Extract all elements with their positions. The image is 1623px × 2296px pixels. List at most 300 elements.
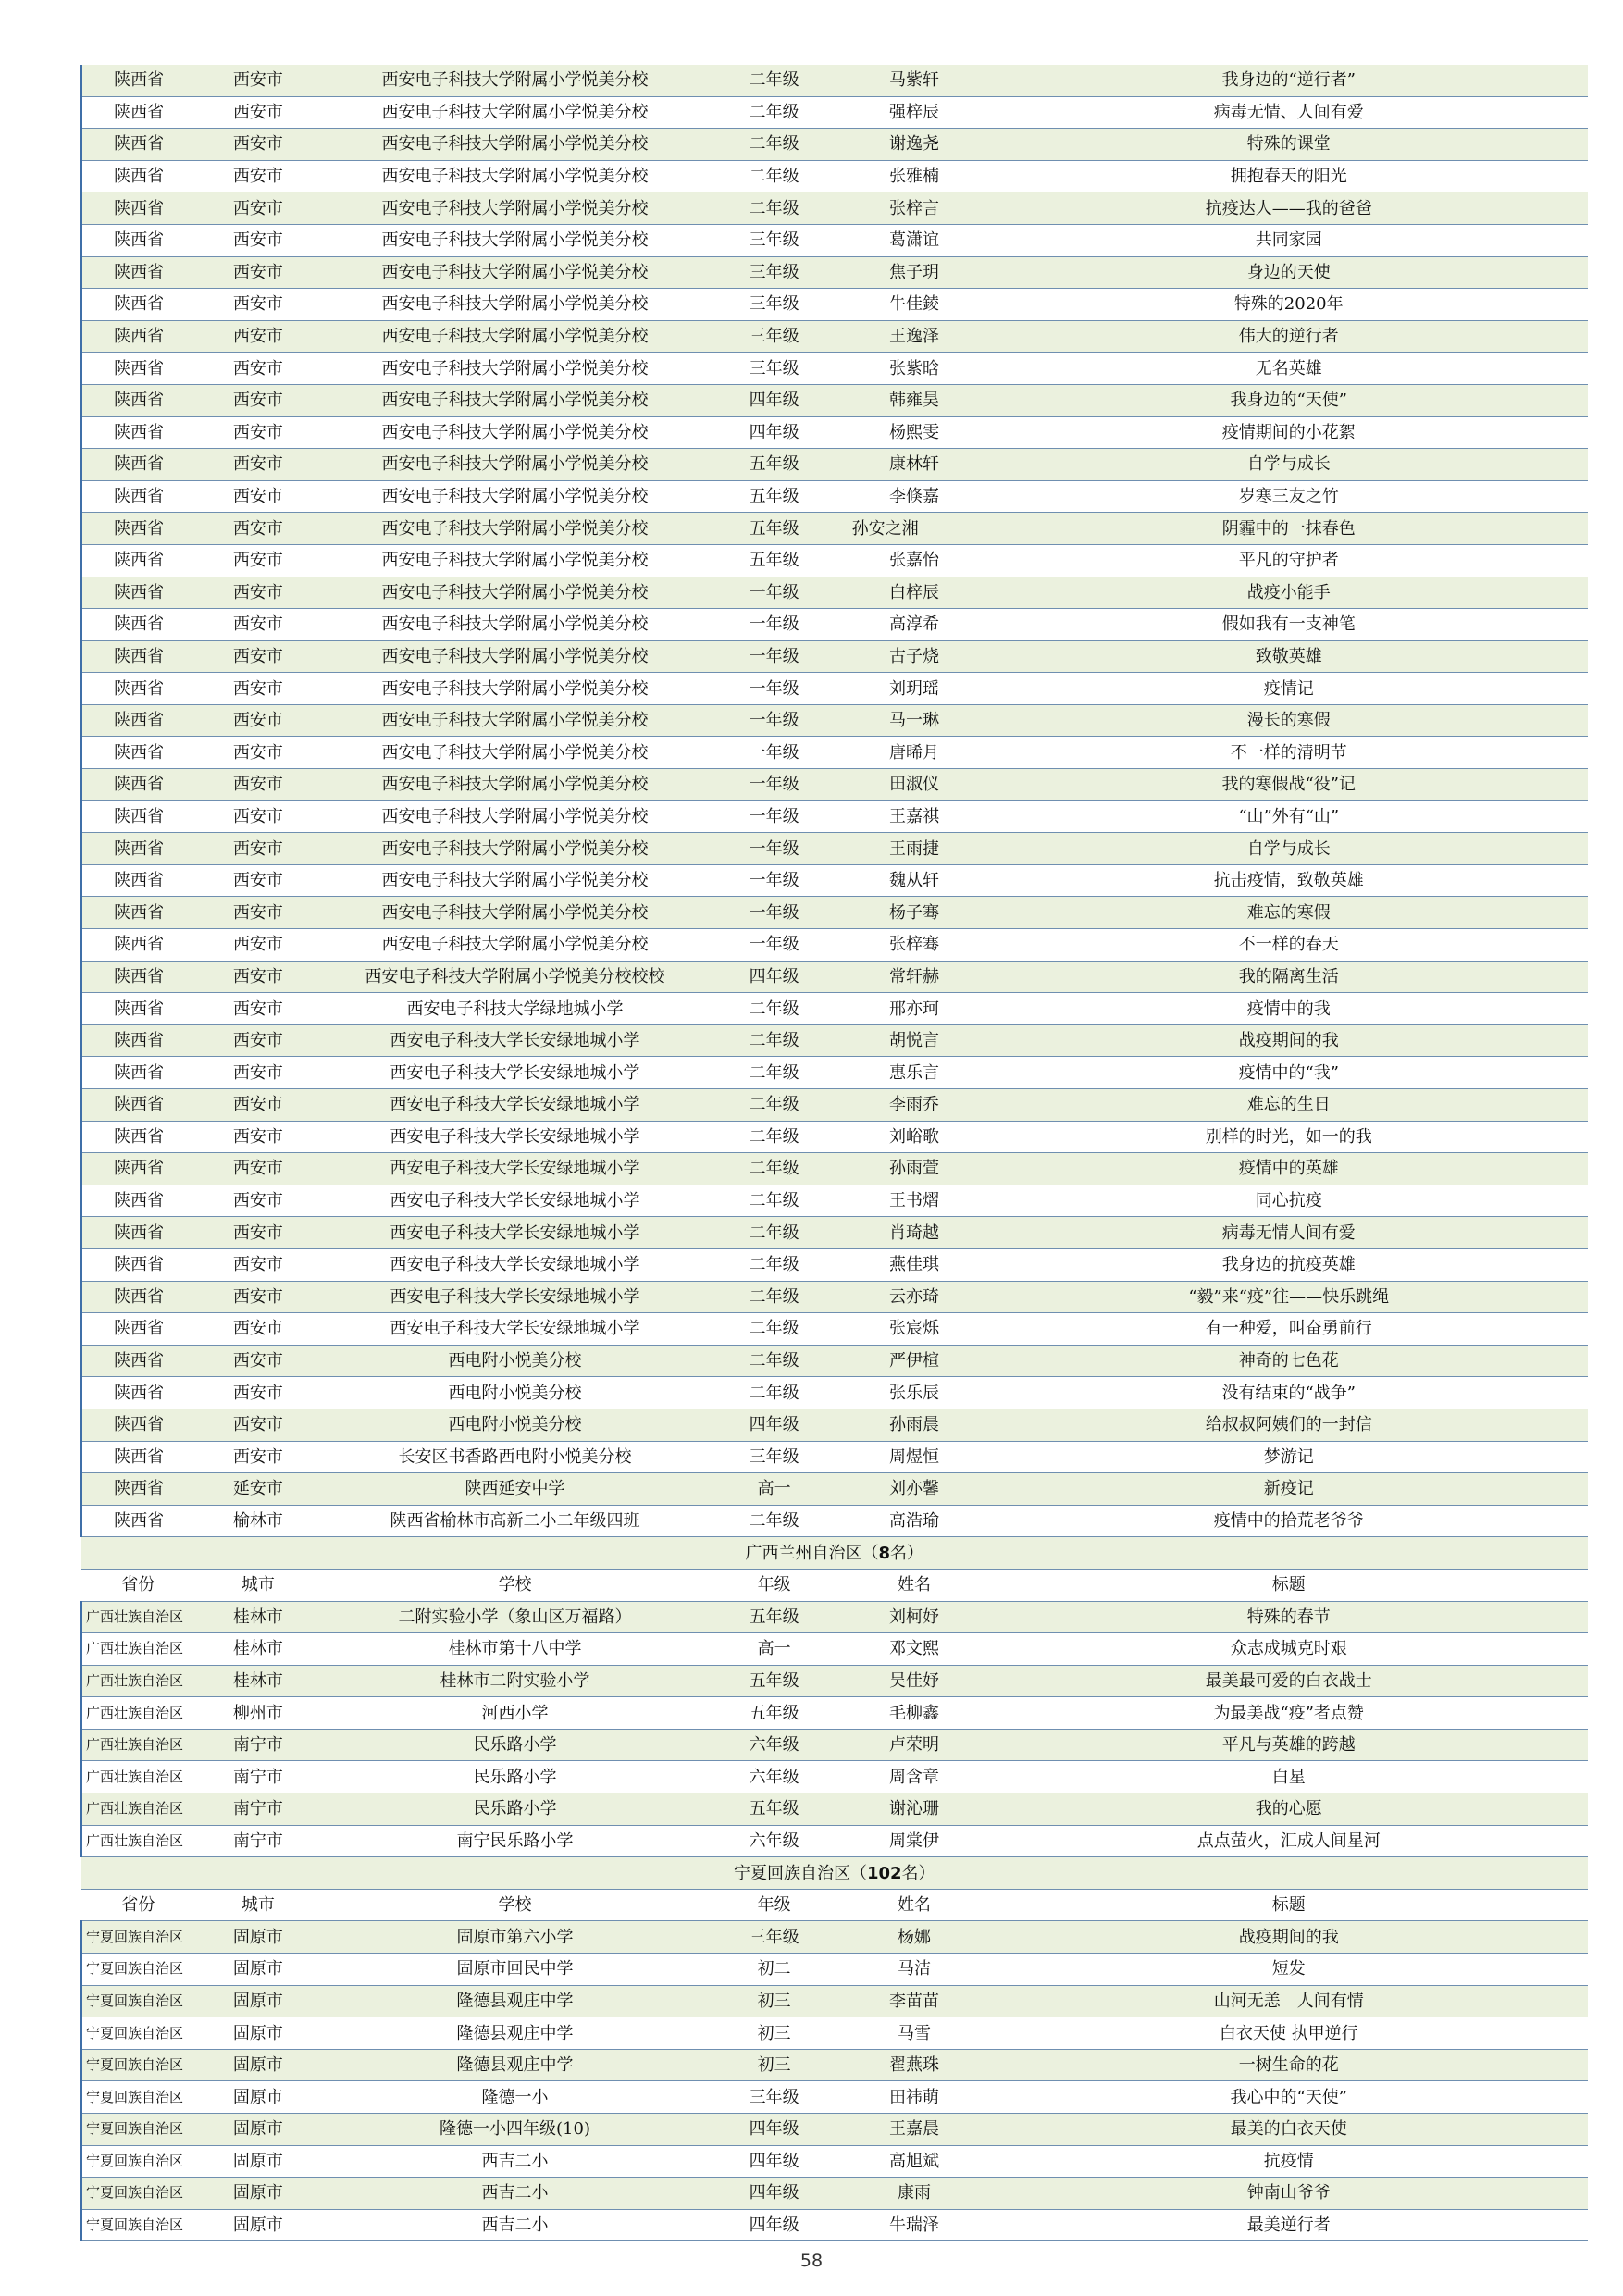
grade-cell: 四年级: [710, 961, 839, 993]
title-cell: 白星: [989, 1761, 1588, 1793]
title-cell: 战疫小能手: [989, 577, 1588, 609]
name-cell: 周棠伊: [839, 1825, 990, 1857]
title-cell: 拥抱春天的阳光: [989, 160, 1588, 192]
school-cell: 西安电子科技大学附属小学悦美分校: [320, 96, 709, 129]
grade-cell: 五年级: [710, 480, 839, 513]
table-row: [81, 737, 1589, 769]
grade-cell: 初三: [710, 2017, 839, 2050]
name-cell: 常轩赫: [839, 961, 990, 993]
school-cell: 西安电子科技大学附属小学悦美分校: [320, 833, 709, 865]
school-cell: 西安电子科技大学附属小学悦美分校: [320, 769, 709, 801]
grade-cell: 六年级: [710, 1729, 839, 1761]
name-cell: 马洁: [839, 1954, 990, 1986]
school-cell: 西安电子科技大学附属小学悦美分校: [320, 353, 709, 385]
table-row: [81, 2017, 1589, 2050]
province-cell: 陕西省: [81, 609, 196, 641]
school-cell: 民乐路小学: [320, 1761, 709, 1793]
province-cell: 陕西省: [81, 897, 196, 929]
name-cell: 唐晞月: [839, 737, 990, 769]
grade-cell: 二年级: [710, 1313, 839, 1346]
grade-cell: 三年级: [710, 1921, 839, 1954]
province-cell: 陕西省: [81, 1505, 196, 1537]
column-header-name: 姓名: [839, 1569, 990, 1601]
title-cell: 特殊的课堂: [989, 129, 1588, 161]
province-cell: 宁夏回族自治区: [81, 2178, 196, 2210]
province-cell: 宁夏回族自治区: [81, 1921, 196, 1954]
city-cell: 西安市: [195, 384, 320, 416]
title-cell: 抗击疫情，致敬英雄: [989, 864, 1588, 897]
grade-cell: 一年级: [710, 640, 839, 673]
school-cell: 西安电子科技大学附属小学悦美分校: [320, 160, 709, 192]
city-cell: 榆林市: [195, 1505, 320, 1537]
grade-cell: 三年级: [710, 289, 839, 321]
table-row: [81, 993, 1589, 1025]
table-row: [81, 513, 1589, 545]
province-cell: 陕西省: [81, 1281, 196, 1313]
province-cell: 陕西省: [81, 160, 196, 192]
name-cell: 高浩瑜: [839, 1505, 990, 1537]
grade-cell: 二年级: [710, 1345, 839, 1377]
city-cell: 西安市: [195, 993, 320, 1025]
title-cell: 别样的时光，如一的我: [989, 1121, 1588, 1153]
column-header-city: 城市: [195, 1569, 320, 1601]
grade-cell: 四年级: [710, 2178, 839, 2210]
city-cell: 西安市: [195, 224, 320, 256]
name-cell: 张嘉怡: [839, 544, 990, 577]
province-cell: 宁夏回族自治区: [81, 2114, 196, 2146]
city-cell: 西安市: [195, 577, 320, 609]
title-cell: 有一种爱，叫奋勇前行: [989, 1313, 1588, 1346]
province-cell: 陕西省: [81, 993, 196, 1025]
school-cell: 西安电子科技大学附属小学悦美分校: [320, 897, 709, 929]
name-cell: 高淳希: [839, 609, 990, 641]
name-cell: 刘峪歌: [839, 1121, 990, 1153]
column-header-name: 姓名: [839, 1889, 990, 1921]
school-cell: 西安电子科技大学附属小学悦美分校: [320, 737, 709, 769]
city-cell: 西安市: [195, 609, 320, 641]
grade-cell: 一年级: [710, 769, 839, 801]
table-row: [81, 256, 1589, 289]
province-cell: 陕西省: [81, 96, 196, 129]
title-cell: “毅”来“疫”往——快乐跳绳: [989, 1281, 1588, 1313]
table-row: [81, 2049, 1589, 2081]
school-cell: 西安电子科技大学附属小学悦美分校: [320, 577, 709, 609]
province-cell: 陕西省: [81, 1185, 196, 1217]
city-cell: 西安市: [195, 1089, 320, 1122]
city-cell: 延安市: [195, 1473, 320, 1506]
name-cell: 胡悦言: [839, 1024, 990, 1057]
province-cell: 陕西省: [81, 673, 196, 705]
title-cell: 特殊的春节: [989, 1601, 1588, 1633]
school-cell: 西安电子科技大学附属小学悦美分校: [320, 289, 709, 321]
table-row: [81, 704, 1589, 737]
city-cell: 南宁市: [195, 1761, 320, 1793]
table-row: [81, 897, 1589, 929]
table-row: [81, 1024, 1589, 1057]
name-cell: 马雪: [839, 2017, 990, 2050]
name-cell: 张雅楠: [839, 160, 990, 192]
city-cell: 固原市: [195, 1921, 320, 1954]
title-cell: 为最美战“疫”者点赞: [989, 1697, 1588, 1730]
name-cell: 田淑仪: [839, 769, 990, 801]
school-cell: 固原市第六小学: [320, 1921, 709, 1954]
title-cell: 阴霾中的一抹春色: [989, 513, 1588, 545]
name-cell: 李雨乔: [839, 1089, 990, 1122]
city-cell: 西安市: [195, 1313, 320, 1346]
column-header-province: 省份: [81, 1569, 196, 1601]
grade-cell: 一年级: [710, 800, 839, 833]
name-cell: 韩雍昊: [839, 384, 990, 416]
table-row: [81, 2145, 1589, 2178]
table-row: [81, 1954, 1589, 1986]
title-cell: 自学与成长: [989, 449, 1588, 481]
title-cell: 不一样的春天: [989, 929, 1588, 962]
section-count: 8: [878, 1543, 891, 1563]
table-row: [81, 1601, 1589, 1633]
name-cell: 燕佳琪: [839, 1248, 990, 1281]
title-cell: 梦游记: [989, 1441, 1588, 1473]
title-cell: 抗疫达人——我的爸爸: [989, 192, 1588, 225]
city-cell: 柳州市: [195, 1697, 320, 1730]
city-cell: 桂林市: [195, 1601, 320, 1633]
title-cell: 同心抗疫: [989, 1185, 1588, 1217]
name-cell: 王逸泽: [839, 320, 990, 353]
grade-cell: 一年级: [710, 609, 839, 641]
name-cell: 邢亦珂: [839, 993, 990, 1025]
table-row: [81, 769, 1589, 801]
city-cell: 西安市: [195, 833, 320, 865]
name-cell: 刘柯妤: [839, 1601, 990, 1633]
school-cell: 长安区书香路西电附小悦美分校: [320, 1441, 709, 1473]
school-cell: 西安电子科技大学附属小学悦美分校: [320, 416, 709, 449]
school-cell: 西安电子科技大学附属小学悦美分校: [320, 800, 709, 833]
table-row: [81, 577, 1589, 609]
grade-cell: 三年级: [710, 320, 839, 353]
title-cell: 平凡与英雄的跨越: [989, 1729, 1588, 1761]
title-cell: 战疫期间的我: [989, 1921, 1588, 1954]
title-cell: “山”外有“山”: [989, 800, 1588, 833]
column-header-grade: 年级: [710, 1569, 839, 1601]
grade-cell: 五年级: [710, 513, 839, 545]
grade-cell: 五年级: [710, 1601, 839, 1633]
table-row: [81, 2209, 1589, 2241]
city-cell: 固原市: [195, 2209, 320, 2241]
title-cell: 特殊的2020年: [989, 289, 1588, 321]
title-cell: 我的隔离生活: [989, 961, 1588, 993]
name-cell: 孙安之湘: [839, 513, 990, 545]
name-cell: 焦子玥: [839, 256, 990, 289]
province-cell: 陕西省: [81, 1345, 196, 1377]
title-cell: 最美的白衣天使: [989, 2114, 1588, 2146]
table-row: [81, 1153, 1589, 1185]
province-cell: 陕西省: [81, 192, 196, 225]
column-header-title: 标题: [989, 1889, 1588, 1921]
name-cell: 孙雨萱: [839, 1153, 990, 1185]
name-cell: 张宸烁: [839, 1313, 990, 1346]
name-cell: 高旭斌: [839, 2145, 990, 2178]
title-cell: 抗疫情: [989, 2145, 1588, 2178]
city-cell: 固原市: [195, 2178, 320, 2210]
city-cell: 西安市: [195, 1057, 320, 1089]
grade-cell: 四年级: [710, 384, 839, 416]
grade-cell: 二年级: [710, 1153, 839, 1185]
table-row: [81, 1185, 1589, 1217]
school-cell: 桂林市第十八中学: [320, 1633, 709, 1666]
school-cell: 西安电子科技大学附属小学悦美分校: [320, 544, 709, 577]
name-cell: 张梓言: [839, 192, 990, 225]
page-number: 58: [799, 2251, 824, 2271]
table-row: [81, 1409, 1589, 1441]
province-cell: 广西壮族自治区: [81, 1601, 196, 1633]
province-cell: 陕西省: [81, 1121, 196, 1153]
school-cell: 隆德一小四年级(10): [320, 2114, 709, 2146]
title-cell: 疫情中的拾荒老爷爷: [989, 1505, 1588, 1537]
school-cell: 西安电子科技大学长安绿地城小学: [320, 1313, 709, 1346]
award-list-table: [80, 65, 1588, 2241]
province-cell: 广西壮族自治区: [81, 1793, 196, 1826]
name-cell: 白梓辰: [839, 577, 990, 609]
grade-cell: 一年级: [710, 897, 839, 929]
city-cell: 西安市: [195, 129, 320, 161]
grade-cell: 二年级: [710, 1089, 839, 1122]
city-cell: 固原市: [195, 2049, 320, 2081]
province-cell: 宁夏回族自治区: [81, 1985, 196, 2017]
school-cell: 西安电子科技大学附属小学悦美分校: [320, 929, 709, 962]
school-cell: 陕西延安中学: [320, 1473, 709, 1506]
name-cell: 康林轩: [839, 449, 990, 481]
grade-cell: 五年级: [710, 1665, 839, 1697]
title-cell: 共同家园: [989, 224, 1588, 256]
school-cell: 西安电子科技大学附属小学悦美分校: [320, 673, 709, 705]
column-header-school: 学校: [320, 1569, 709, 1601]
table-row: [81, 96, 1589, 129]
table-row: [81, 1761, 1589, 1793]
grade-cell: 二年级: [710, 1217, 839, 1249]
province-cell: 陕西省: [81, 1089, 196, 1122]
title-cell: 我的寒假战“役”记: [989, 769, 1588, 801]
table-row: [81, 864, 1589, 897]
name-cell: 张乐辰: [839, 1377, 990, 1409]
province-cell: 陕西省: [81, 929, 196, 962]
city-cell: 桂林市: [195, 1633, 320, 1666]
province-cell: 宁夏回族自治区: [81, 2145, 196, 2178]
table-row: [81, 192, 1589, 225]
province-cell: 陕西省: [81, 704, 196, 737]
school-cell: 陕西省榆林市高新二小二年级四班: [320, 1505, 709, 1537]
grade-cell: 五年级: [710, 1793, 839, 1826]
province-cell: 陕西省: [81, 544, 196, 577]
name-cell: 王嘉祺: [839, 800, 990, 833]
grade-cell: 五年级: [710, 544, 839, 577]
city-cell: 西安市: [195, 929, 320, 962]
grade-cell: 二年级: [710, 1281, 839, 1313]
name-cell: 谢沁珊: [839, 1793, 990, 1826]
title-cell: 山河无恙 人间有情: [989, 1985, 1588, 2017]
grade-cell: 四年级: [710, 2114, 839, 2146]
name-cell: 杨熙雯: [839, 416, 990, 449]
province-cell: 陕西省: [81, 833, 196, 865]
school-cell: 西安电子科技大学长安绿地城小学: [320, 1248, 709, 1281]
grade-cell: 三年级: [710, 224, 839, 256]
title-cell: 新疫记: [989, 1473, 1588, 1506]
table-row: [81, 833, 1589, 865]
city-cell: 西安市: [195, 897, 320, 929]
school-cell: 西电附小悦美分校: [320, 1377, 709, 1409]
title-cell: 自学与成长: [989, 833, 1588, 865]
grade-cell: 初三: [710, 1985, 839, 2017]
title-cell: 假如我有一支神笔: [989, 609, 1588, 641]
city-cell: 固原市: [195, 1985, 320, 2017]
city-cell: 西安市: [195, 800, 320, 833]
table-row: [81, 1729, 1589, 1761]
school-cell: 西安电子科技大学附属小学悦美分校: [320, 224, 709, 256]
name-cell: 惠乐言: [839, 1057, 990, 1089]
grade-cell: 二年级: [710, 160, 839, 192]
title-cell: 我心中的“天使”: [989, 2081, 1588, 2114]
title-cell: 我身边的“天使”: [989, 384, 1588, 416]
city-cell: 固原市: [195, 2145, 320, 2178]
school-cell: 西吉二小: [320, 2209, 709, 2241]
name-cell: 王嘉晨: [839, 2114, 990, 2146]
grade-cell: 六年级: [710, 1825, 839, 1857]
title-cell: 白衣天使 执甲逆行: [989, 2017, 1588, 2050]
city-cell: 西安市: [195, 640, 320, 673]
name-cell: 康雨: [839, 2178, 990, 2210]
school-cell: 西安电子科技大学长安绿地城小学: [320, 1185, 709, 1217]
grade-cell: 四年级: [710, 2209, 839, 2241]
province-cell: 陕西省: [81, 353, 196, 385]
table-row: [81, 2178, 1589, 2210]
table-row: [81, 1505, 1589, 1537]
city-cell: 固原市: [195, 2114, 320, 2146]
city-cell: 西安市: [195, 320, 320, 353]
grade-cell: 四年级: [710, 2145, 839, 2178]
grade-cell: 三年级: [710, 1441, 839, 1473]
city-cell: 西安市: [195, 1441, 320, 1473]
school-cell: 西安电子科技大学附属小学悦美分校: [320, 449, 709, 481]
grade-cell: 二年级: [710, 1505, 839, 1537]
table-row: [81, 353, 1589, 385]
school-cell: 河西小学: [320, 1697, 709, 1730]
province-cell: 陕西省: [81, 737, 196, 769]
province-cell: 陕西省: [81, 769, 196, 801]
grade-cell: 初三: [710, 2049, 839, 2081]
grade-cell: 一年级: [710, 929, 839, 962]
column-header-grade: 年级: [710, 1889, 839, 1921]
name-cell: 周煜恒: [839, 1441, 990, 1473]
province-cell: 陕西省: [81, 1217, 196, 1249]
name-cell: 肖琦越: [839, 1217, 990, 1249]
city-cell: 南宁市: [195, 1825, 320, 1857]
title-cell: 疫情期间的小花絮: [989, 416, 1588, 449]
grade-cell: 一年级: [710, 833, 839, 865]
school-cell: 桂林市二附实验小学: [320, 1665, 709, 1697]
grade-cell: 五年级: [710, 1697, 839, 1730]
city-cell: 西安市: [195, 192, 320, 225]
table-row: [81, 1793, 1589, 1826]
table-row: [81, 1441, 1589, 1473]
school-cell: 民乐路小学: [320, 1793, 709, 1826]
province-cell: 陕西省: [81, 416, 196, 449]
name-cell: 刘亦馨: [839, 1473, 990, 1506]
name-cell: 孙雨晨: [839, 1409, 990, 1441]
grade-cell: 五年级: [710, 449, 839, 481]
table-row: [81, 1313, 1589, 1346]
grade-cell: 初二: [710, 1954, 839, 1986]
province-cell: 陕西省: [81, 129, 196, 161]
name-cell: 刘玥瑶: [839, 673, 990, 705]
province-cell: 陕西省: [81, 1313, 196, 1346]
table-row: [81, 416, 1589, 449]
province-cell: 陕西省: [81, 384, 196, 416]
city-cell: 西安市: [195, 449, 320, 481]
table-row: [81, 2114, 1589, 2146]
table-row: [81, 160, 1589, 192]
city-cell: 固原市: [195, 1954, 320, 1986]
city-cell: 西安市: [195, 961, 320, 993]
province-cell: 广西壮族自治区: [81, 1729, 196, 1761]
table-row: [81, 1217, 1589, 1249]
grade-cell: 二年级: [710, 65, 839, 96]
province-cell: 陕西省: [81, 65, 196, 96]
table-row: [81, 544, 1589, 577]
table-row: [81, 1473, 1589, 1506]
city-cell: 西安市: [195, 289, 320, 321]
city-cell: 西安市: [195, 864, 320, 897]
grade-cell: 二年级: [710, 96, 839, 129]
province-cell: 陕西省: [81, 961, 196, 993]
province-cell: 广西壮族自治区: [81, 1633, 196, 1666]
province-cell: 广西壮族自治区: [81, 1697, 196, 1730]
school-cell: 民乐路小学: [320, 1729, 709, 1761]
city-cell: 西安市: [195, 769, 320, 801]
name-cell: 卢荣明: [839, 1729, 990, 1761]
school-cell: 西电附小悦美分校: [320, 1345, 709, 1377]
grade-cell: 二年级: [710, 1377, 839, 1409]
city-cell: 桂林市: [195, 1665, 320, 1697]
province-cell: 广西壮族自治区: [81, 1825, 196, 1857]
city-cell: 西安市: [195, 96, 320, 129]
city-cell: 西安市: [195, 704, 320, 737]
table-row: [81, 65, 1589, 96]
grade-cell: 二年级: [710, 1057, 839, 1089]
city-cell: 西安市: [195, 1345, 320, 1377]
grade-cell: 三年级: [710, 256, 839, 289]
table-row: [81, 1281, 1589, 1313]
name-cell: 李苗苗: [839, 1985, 990, 2017]
province-cell: 陕西省: [81, 577, 196, 609]
province-cell: 广西壮族自治区: [81, 1761, 196, 1793]
title-cell: 我的心愿: [989, 1793, 1588, 1826]
title-cell: 神奇的七色花: [989, 1345, 1588, 1377]
title-cell: 疫情记: [989, 673, 1588, 705]
table-row: [81, 1121, 1589, 1153]
school-cell: 西安电子科技大学长安绿地城小学: [320, 1024, 709, 1057]
province-cell: 陕西省: [81, 640, 196, 673]
province-cell: 陕西省: [81, 480, 196, 513]
grade-cell: 一年级: [710, 704, 839, 737]
column-header-row: [81, 1569, 1589, 1601]
table-row: [81, 673, 1589, 705]
section-title: [81, 1537, 1589, 1570]
province-cell: 广西壮族自治区: [81, 1665, 196, 1697]
name-cell: 张紫晗: [839, 353, 990, 385]
table-row: [81, 384, 1589, 416]
province-cell: 宁夏回族自治区: [81, 2017, 196, 2050]
school-cell: 西安电子科技大学附属小学悦美分校: [320, 513, 709, 545]
grade-cell: 一年级: [710, 577, 839, 609]
city-cell: 南宁市: [195, 1729, 320, 1761]
